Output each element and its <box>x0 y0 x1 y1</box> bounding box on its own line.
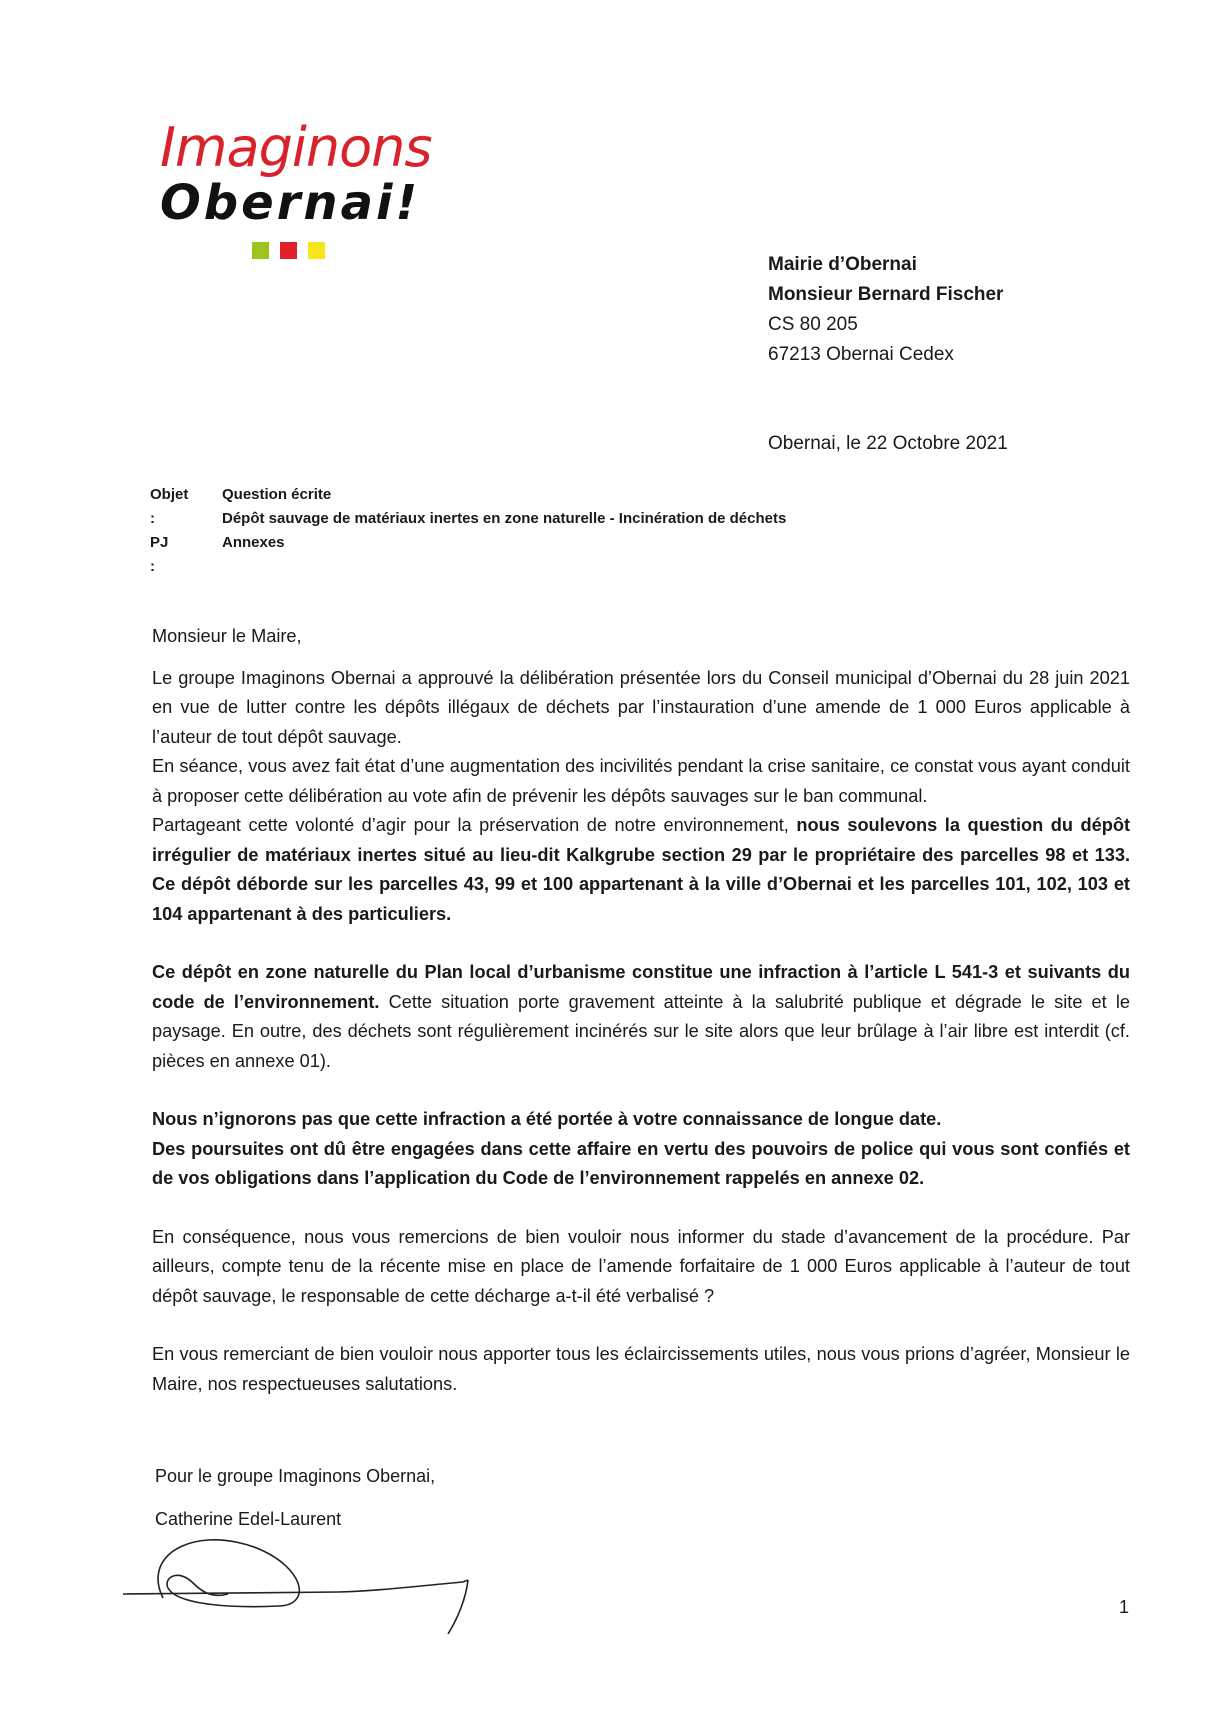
handwritten-signature <box>118 1528 518 1638</box>
recipient-line-3: CS 80 205 <box>768 314 858 335</box>
closing-line: Pour le groupe Imaginons Obernai, <box>155 1466 436 1486</box>
paragraph-6: En conséquence, nous vous remercions de bien vouloir nous informer du stade d’avancement de la procédure. Par ailleurs, compte tenu de la récente mise en place de l’amende forfaitaire de 1 000 Euros applicable à l’auteur de tout dépôt sauvage, le responsable de cette décharge a-t-il été verbalisé ? <box>152 1226 1130 1306</box>
logo-color-squares <box>252 242 336 260</box>
paragraph-3-plain: Partageant cette volonté d’agir pour la préservation de notre environnement, <box>152 815 797 835</box>
subject-line-1: Question écrite <box>222 486 332 503</box>
imaginons-obernai-logo <box>158 118 448 268</box>
logo-square-green <box>252 242 269 259</box>
recipient-line-4: 67213 Obernai Cedex <box>768 344 954 365</box>
page-number: 1 <box>1119 1597 1130 1617</box>
salutation: Monsieur le Maire, <box>152 626 302 646</box>
logo-square-yellow <box>308 242 325 259</box>
recipient-address <box>768 250 1003 370</box>
paragraph-4 <box>152 958 1130 1076</box>
recipient-line-2: Monsieur Bernard Fischer <box>768 284 1004 305</box>
signer-name: Catherine Edel-Laurent <box>155 1509 342 1529</box>
paragraph-3 <box>152 811 1130 929</box>
logo-line-2: Obernai! <box>160 175 421 231</box>
logo-line-1: Imaginons <box>160 116 432 179</box>
paragraph-5a: Nous n’ignorons pas que cette infraction a été portée à votre connaissance de longue date. <box>152 1109 942 1129</box>
paragraph-1: Le groupe Imaginons Obernai a approuvé la délibération présentée lors du Conseil municipal d’Obernai du 28 juin 2021 en vue de lutter contre les dépôts illégaux de déchets par l’instauration d’une amende de 1 000 Euros applicable à l’auteur de tout dépôt sauvage. <box>152 667 1130 747</box>
paragraph-4-bold: Ce dépôt en zone naturelle du Plan local d’urbanisme constitue une infraction à l’article L 541-3 et suivants du code de l’environnement. <box>152 962 1130 1012</box>
letter-body <box>152 622 1130 1399</box>
paragraph-5b: Des poursuites ont dû être engagées dans cette affaire en vertu des pouvoirs de police qui vous sont confiés et de vos obligations dans l’application du Code de l’environnement rappelés en annexe 02. <box>152 1138 1130 1188</box>
paragraph-2: En séance, vous avez fait état d’une augmentation des incivilités pendant la crise sanitaire, ce constat vous ayant conduit à proposer cette délibération au vote afin de prévenir les dépôts sauvages sur le ban communal. <box>152 756 1130 806</box>
subject-label: Objet : <box>150 486 189 527</box>
letter-date: Obernai, le 22 Octobre 2021 <box>768 433 1008 454</box>
logo-square-red <box>280 242 297 259</box>
recipient-line-1: Mairie d’Obernai <box>768 254 917 275</box>
attachment-label: PJ : <box>150 534 169 575</box>
paragraph-3-bold: nous soulevons la question du dépôt irrégulier de matériaux inertes situé au lieu-dit Kalkgrube section 29 par le propriétaire des parcelles 98 et 133. Ce dépôt déborde sur les parcelles 43, 99 et 100 appartenant à la ville d’Obernai et les parcelles 101, 102, 103 et 104 appartenant à des particuliers. <box>152 815 1130 924</box>
subject-line-2: Dépôt sauvage de matériaux inertes en zone naturelle - Incinération de déchets <box>222 510 787 527</box>
attachment-value: Annexes <box>222 534 285 551</box>
paragraph-4-plain: Cette situation porte gravement atteinte à la salubrité publique et dégrade le site et le paysage. En outre, des déchets sont régulièrement incinérés sur le site alors que leur brûlage à l’air libre est interdit (cf. pièces en annexe 01). <box>152 991 1130 1071</box>
paragraph-7: En vous remerciant de bien vouloir nous apporter tous les éclaircissements utiles, nous vous prions d’agréer, Monsieur le Maire, nos respectueuses salutations. <box>152 1344 1130 1394</box>
